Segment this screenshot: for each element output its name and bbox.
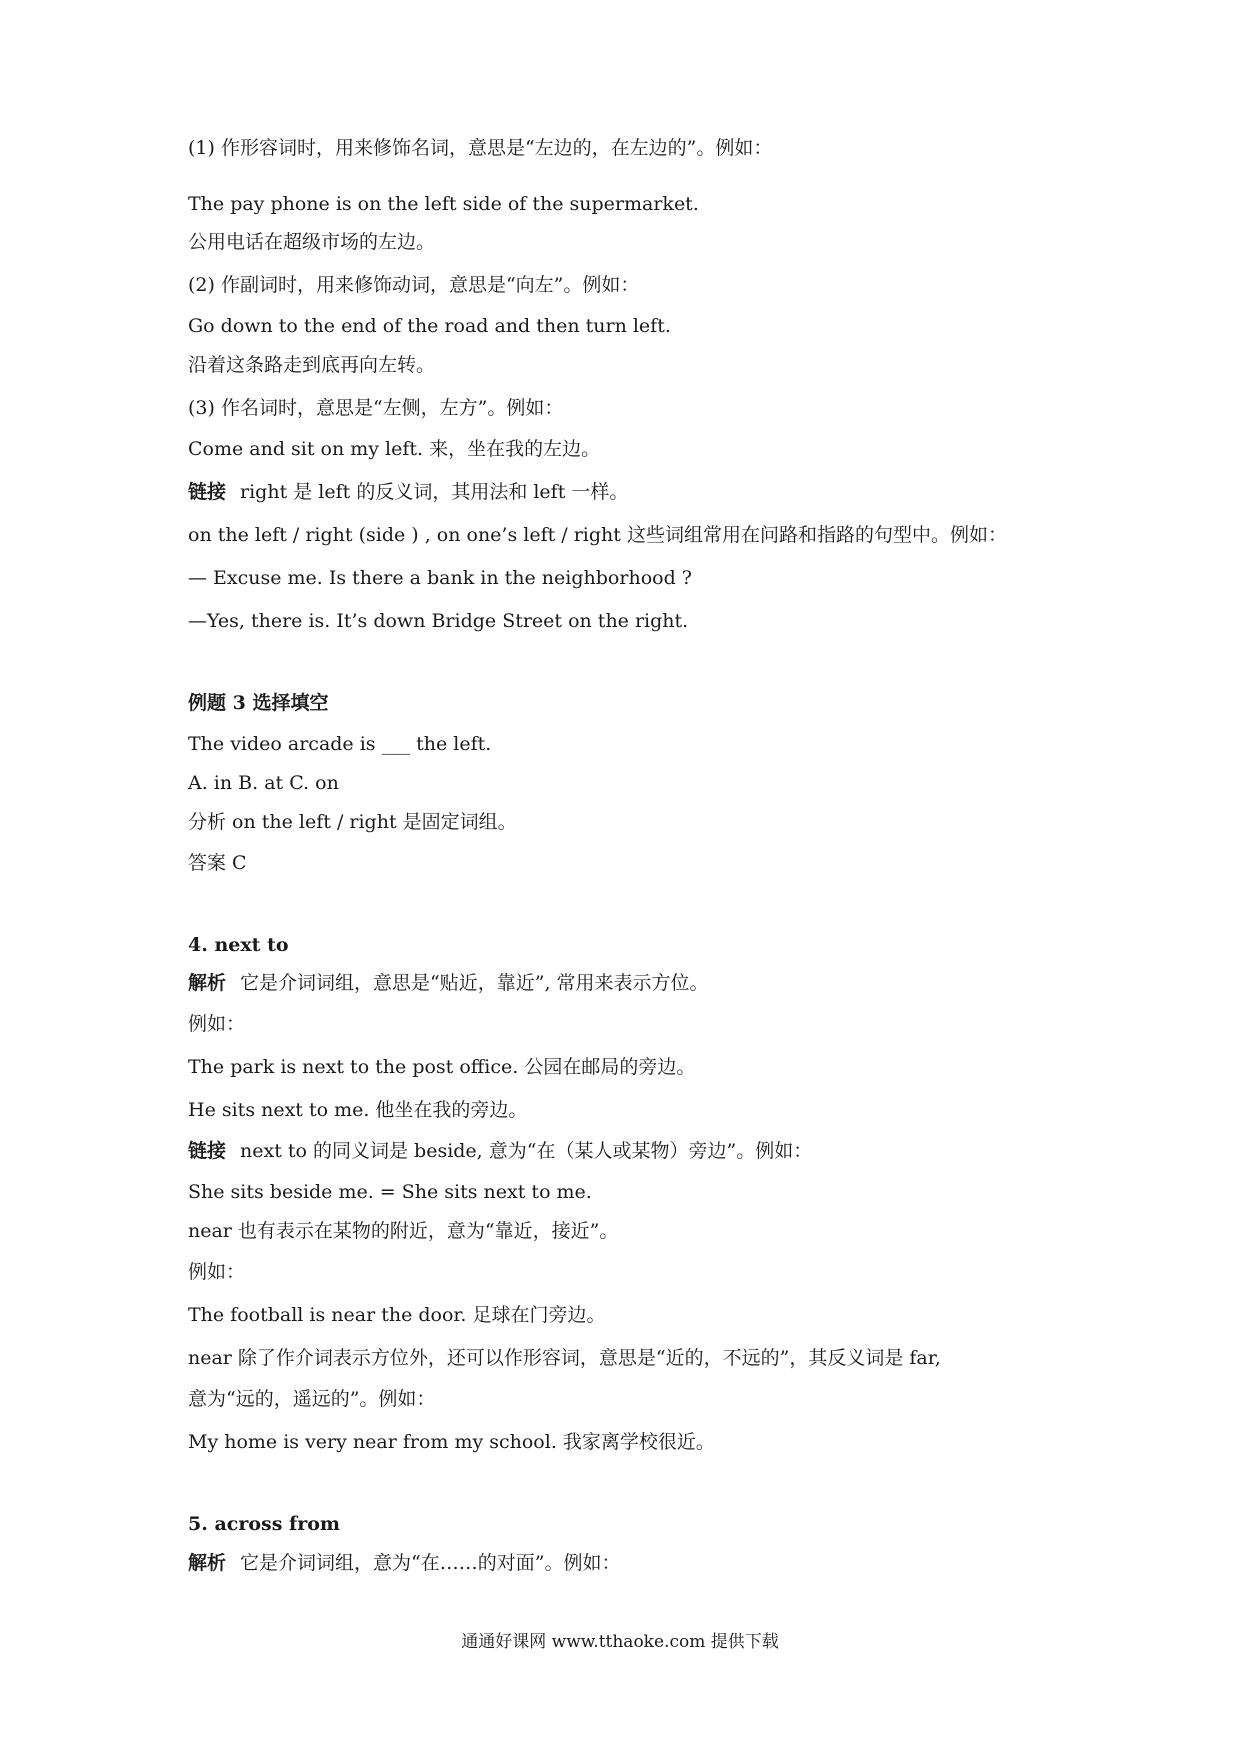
section-heading: 4. next to (188, 934, 289, 956)
answer-line: 答案 C (188, 852, 247, 874)
analysis-note (188, 1551, 620, 1575)
link-text: next to 的同义词是 beside, 意为“在（某人或某物）旁边”。例如： (240, 1140, 813, 1162)
text-line: on the left / right (side ) , on one’s left / right 这些词组常用在问路和指路的句型中。例如： (188, 524, 1007, 546)
section-heading: 例题 3 选择填空 (188, 692, 329, 714)
translation-line: 公用电话在超级市场的左边。 (188, 231, 436, 253)
example-sentence: He sits next to me. 他坐在我的旁边。 (188, 1099, 528, 1121)
analysis-label: 解析 (188, 1552, 227, 1574)
analysis-text: 它是介词词组，意为“在……的对面”。例如： (240, 1552, 621, 1574)
example-sentence: The football is near the door. 足球在门旁边。 (188, 1304, 606, 1326)
example-sentence: My home is very near from my school. 我家离学校很近。 (188, 1431, 715, 1453)
analysis-text: 它是介词词组，意思是“贴近，靠近”, 常用来表示方位。 (240, 972, 709, 994)
link-note (188, 1139, 812, 1163)
text-line: near 也有表示在某物的附近，意为“靠近，接近”。 (188, 1220, 619, 1242)
analysis-line: 分析 on the left / right 是固定词组。 (188, 811, 517, 833)
analysis-label: 解析 (188, 972, 227, 994)
page-footer: 通通好课网 www.tthaoke.com 提供下载 (461, 1632, 779, 1652)
example-sentence: The pay phone is on the left side of the supermarket. (188, 193, 699, 215)
link-note (188, 480, 628, 504)
dialogue-line: —Yes, there is. It’s down Bridge Street on the right. (188, 610, 689, 632)
text-line: 例如： (188, 1261, 246, 1283)
translation-line: 沿着这条路走到底再向左转。 (188, 354, 436, 376)
text-line: 意为“远的，遥远的”。例如： (188, 1388, 436, 1410)
exercise-question: The video arcade is ___ the left. (188, 733, 492, 755)
link-text: right 是 left 的反义词，其用法和 left 一样。 (240, 481, 629, 503)
text-line: (2) 作副词时，用来修饰动词，意思是“向左”。例如： (188, 274, 640, 296)
example-sentence: Go down to the end of the road and then turn left. (188, 315, 671, 337)
example-sentence: The park is next to the post office. 公园在邮局的旁边。 (188, 1056, 696, 1078)
text-line: (1) 作形容词时，用来修饰名词，意思是“左边的，在左边的”。例如： (188, 137, 773, 159)
dialogue-line: — Excuse me. Is there a bank in the neighborhood ? (188, 567, 692, 589)
example-sentence: Come and sit on my left. 来，坐在我的左边。 (188, 438, 601, 460)
link-label: 链接 (188, 481, 227, 503)
section-heading: 5. across from (188, 1513, 340, 1535)
analysis-note (188, 971, 709, 995)
text-line: (3) 作名词时，意思是“左侧，左方”。例如： (188, 397, 564, 419)
exercise-options: A. in B. at C. on (188, 772, 339, 794)
link-label: 链接 (188, 1140, 227, 1162)
text-line: 例如： (188, 1013, 246, 1035)
text-line: near 除了作介词表示方位外，还可以作形容词，意思是“近的，不远的”，其反义词是 far, (188, 1347, 941, 1369)
example-sentence: She sits beside me. = She sits next to me. (188, 1181, 592, 1203)
